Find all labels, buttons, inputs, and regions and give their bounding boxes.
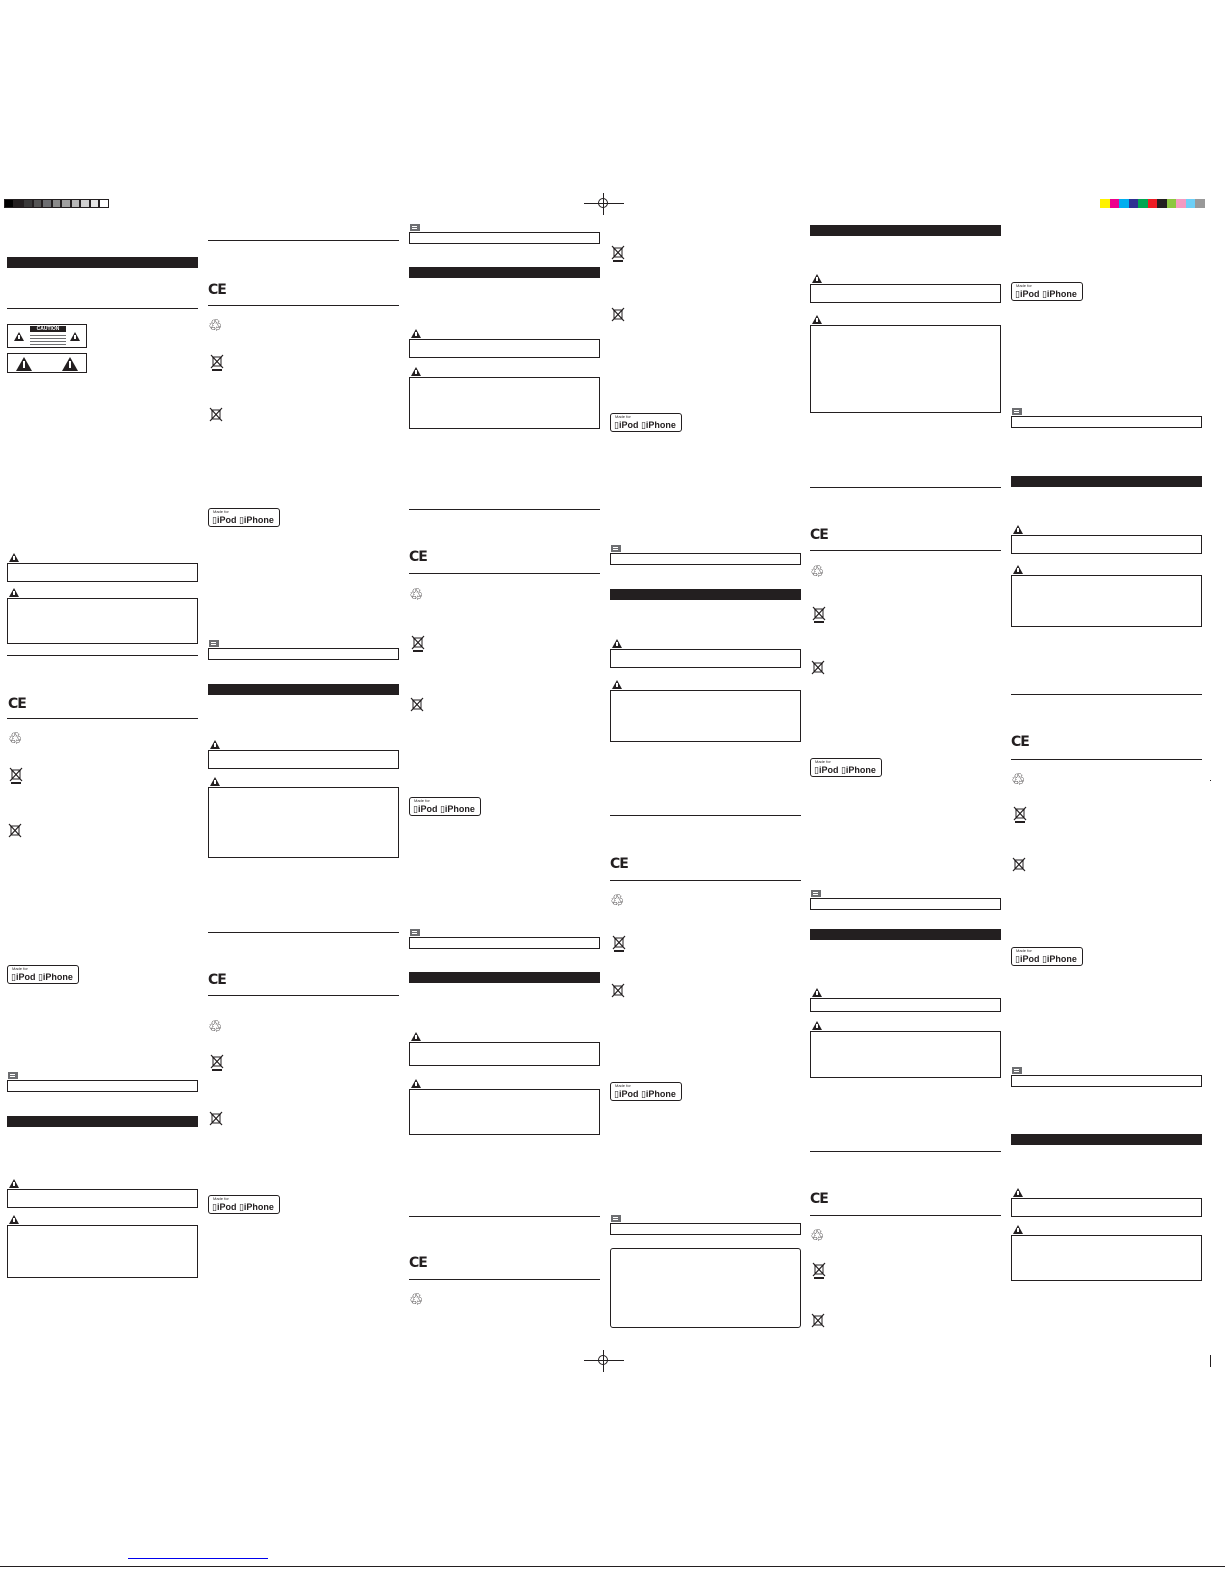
section-rule — [409, 1279, 600, 1280]
ce-mark-icon: CE — [810, 1191, 828, 1207]
recycle-icon: ♲ — [810, 1226, 825, 1245]
warning-triangle-icon — [210, 740, 220, 749]
mfi-made-for-label: Made for — [414, 798, 430, 803]
section-heading-bar — [610, 589, 801, 600]
crossed-bin-icon — [812, 606, 826, 624]
note-box — [208, 648, 399, 660]
warning-box — [409, 339, 600, 358]
ce-mark-icon: CE — [1011, 734, 1029, 750]
ce-mark-icon: CE — [610, 856, 628, 872]
page-bottom-rule — [0, 1566, 1225, 1567]
warning-triangle-icon — [210, 777, 220, 786]
crossed-bin-icon — [811, 660, 825, 678]
warning-triangle-icon — [1013, 1188, 1023, 1197]
note-box — [1011, 416, 1202, 428]
section-rule — [610, 815, 801, 816]
warning-box — [7, 1189, 198, 1208]
section-rule — [409, 1216, 600, 1217]
mfi-made-for-label: Made for — [213, 509, 229, 514]
edge-tick — [1210, 780, 1211, 781]
mfi-devices-label: ▯iPod ▯iPhone — [413, 804, 475, 814]
section-heading-bar — [1011, 476, 1202, 487]
section-rule — [810, 487, 1001, 488]
recycle-icon: ♲ — [8, 729, 23, 748]
mfi-devices-label: ▯iPod ▯iPhone — [11, 972, 73, 982]
section-heading-bar — [409, 972, 600, 983]
section-rule — [409, 509, 600, 510]
recycle-icon: ♲ — [208, 1017, 223, 1036]
warning-triangle-icon — [612, 680, 622, 689]
warning-box — [810, 284, 1001, 303]
note-icon — [1012, 1067, 1022, 1074]
warning-triangle-icon — [411, 1079, 421, 1088]
ce-mark-icon: CE — [208, 972, 226, 988]
color-swatch — [1129, 199, 1139, 208]
recycle-icon: ♲ — [810, 562, 825, 581]
note-icon — [1012, 408, 1022, 415]
section-rule — [810, 1215, 1001, 1216]
warning-triangle-icon — [812, 315, 822, 324]
made-for-ipod-iphone-badge — [208, 1195, 280, 1214]
color-swatch — [1100, 199, 1110, 208]
warning-box — [1011, 535, 1202, 554]
note-icon — [8, 1072, 18, 1079]
warning-box — [7, 598, 198, 644]
made-for-ipod-iphone-badge — [810, 758, 882, 777]
warning-triangle-icon — [1013, 525, 1023, 534]
mfi-made-for-label: Made for — [615, 1083, 631, 1088]
warning-box — [810, 998, 1001, 1012]
warning-box — [1011, 1235, 1202, 1281]
warning-triangle-icon — [9, 1215, 19, 1224]
section-rule — [810, 1151, 1001, 1152]
mfi-made-for-label: Made for — [1016, 283, 1032, 288]
color-swatch — [1119, 199, 1129, 208]
section-rule — [409, 573, 600, 574]
recycle-icon: ♲ — [1011, 770, 1026, 789]
section-heading-bar — [7, 257, 198, 268]
crossed-bin-icon — [1012, 857, 1026, 875]
color-swatch — [1195, 199, 1205, 208]
warning-box — [610, 649, 801, 668]
caution-label-title: CAUTION — [30, 326, 66, 332]
mfi-devices-label: ▯iPod ▯iPhone — [1015, 289, 1077, 299]
note-icon — [811, 890, 821, 897]
section-rule — [1011, 694, 1202, 695]
recycle-icon: ♲ — [208, 316, 223, 335]
grayscale-swatch — [52, 199, 62, 208]
mfi-devices-label: ▯iPod ▯iPhone — [1015, 954, 1077, 964]
mfi-made-for-label: Made for — [213, 1196, 229, 1201]
color-swatch — [1186, 199, 1196, 208]
section-rule — [208, 305, 399, 306]
mfi-devices-label: ▯iPod ▯iPhone — [212, 1202, 274, 1212]
warning-triangle-icon — [812, 274, 822, 283]
recycle-icon: ♲ — [409, 585, 424, 604]
warning-box — [409, 1089, 600, 1135]
section-rule — [7, 718, 198, 719]
color-swatch — [1148, 199, 1158, 208]
edge-tick — [1210, 1355, 1211, 1367]
color-swatch — [1138, 199, 1148, 208]
note-box — [409, 937, 600, 949]
warning-box — [409, 1042, 600, 1066]
color-swatch — [1157, 199, 1167, 208]
section-rule — [610, 880, 801, 881]
crossed-bin-icon — [8, 823, 22, 841]
warning-triangle-icon — [411, 367, 421, 376]
crossed-bin-icon — [811, 1313, 825, 1331]
caution-label — [7, 324, 87, 348]
grayscale-swatch — [42, 199, 52, 208]
grayscale-swatch — [99, 199, 109, 208]
hyperlink-underline[interactable] — [128, 1558, 268, 1559]
warning-triangle-icon — [612, 639, 622, 648]
warning-box — [409, 377, 600, 429]
note-box — [810, 898, 1001, 910]
warning-triangle-icon — [812, 988, 822, 997]
grayscale-swatch — [61, 199, 71, 208]
crossed-bin-icon — [611, 983, 625, 1001]
exclamation-triangle-icon — [16, 357, 32, 371]
crossed-bin-icon — [410, 697, 424, 715]
mfi-devices-label: ▯iPod ▯iPhone — [212, 515, 274, 525]
crossed-bin-icon — [210, 354, 224, 372]
note-icon — [410, 929, 420, 936]
ce-mark-icon: CE — [409, 549, 427, 565]
made-for-ipod-iphone-badge — [208, 508, 280, 527]
section-heading-bar — [409, 267, 600, 278]
made-for-ipod-iphone-badge — [610, 413, 682, 432]
note-box — [610, 1223, 801, 1235]
warning-box — [7, 1225, 198, 1278]
grayscale-swatch — [14, 199, 24, 208]
mfi-made-for-label: Made for — [815, 759, 831, 764]
section-heading-bar — [810, 929, 1001, 940]
mfi-devices-label: ▯iPod ▯iPhone — [614, 420, 676, 430]
warning-box — [810, 325, 1001, 413]
note-icon — [611, 545, 621, 552]
warning-triangle-icon — [411, 1032, 421, 1041]
warning-triangle-icon — [14, 332, 24, 341]
ce-mark-icon: CE — [810, 527, 828, 543]
mfi-made-for-label: Made for — [615, 414, 631, 419]
warning-triangle-icon — [9, 553, 19, 562]
made-for-ipod-iphone-badge — [1011, 282, 1083, 301]
warning-triangle-icon — [1013, 1225, 1023, 1234]
color-swatch — [1167, 199, 1177, 208]
made-for-ipod-iphone-badge — [610, 1082, 682, 1101]
crossed-bin-icon — [210, 1054, 224, 1072]
note-icon — [209, 640, 219, 647]
warning-box — [208, 787, 399, 858]
crossed-bin-icon — [812, 1262, 826, 1280]
ce-mark-icon: CE — [8, 696, 26, 712]
crossed-bin-icon — [1013, 806, 1027, 824]
made-for-ipod-iphone-badge — [1011, 947, 1083, 966]
ce-mark-icon: CE — [409, 1255, 427, 1271]
lightning-triangle-icon — [62, 357, 78, 371]
ce-mark-icon: CE — [208, 282, 226, 298]
warning-triangle-icon — [70, 332, 80, 341]
grayscale-swatch — [80, 199, 90, 208]
section-heading-bar — [1011, 1134, 1202, 1145]
section-rule — [7, 655, 198, 656]
crossed-bin-icon — [209, 407, 223, 425]
warning-box — [1011, 575, 1202, 627]
crossed-bin-icon — [611, 245, 625, 263]
crossed-bin-icon — [209, 1111, 223, 1129]
mfi-devices-label: ▯iPod ▯iPhone — [614, 1089, 676, 1099]
grayscale-swatch — [33, 199, 43, 208]
color-swatch — [1110, 199, 1120, 208]
grayscale-swatch — [23, 199, 33, 208]
warning-triangle-icon — [812, 1021, 822, 1030]
shock-hazard-symbols — [7, 353, 87, 373]
section-heading-bar — [208, 684, 399, 695]
mfi-made-for-label: Made for — [1016, 948, 1032, 953]
recycle-icon: ♲ — [409, 1290, 424, 1309]
warning-box — [810, 1031, 1001, 1078]
mfi-made-for-label: Made for — [12, 966, 28, 971]
section-rule — [810, 550, 1001, 551]
made-for-ipod-iphone-badge — [7, 965, 79, 984]
warning-triangle-icon — [411, 329, 421, 338]
section-rule — [208, 240, 399, 241]
warning-triangle-icon — [1013, 565, 1023, 574]
note-box — [7, 1080, 198, 1092]
crossed-bin-icon — [611, 307, 625, 325]
grayscale-swatch — [71, 199, 81, 208]
note-box — [1011, 1075, 1202, 1087]
crossed-bin-icon — [612, 935, 626, 953]
crossed-bin-icon — [411, 635, 425, 653]
note-icon — [611, 1215, 621, 1222]
section-heading-bar — [7, 1116, 198, 1127]
made-for-ipod-iphone-badge — [409, 797, 481, 816]
registration-mark-bottom — [584, 1350, 624, 1372]
crossed-bin-icon — [9, 767, 23, 785]
note-icon — [410, 224, 420, 231]
packaging-box — [610, 1248, 801, 1328]
warning-box — [208, 750, 399, 769]
mfi-devices-label: ▯iPod ▯iPhone — [814, 765, 876, 775]
section-rule — [7, 308, 198, 309]
warning-box — [1011, 1198, 1202, 1217]
section-heading-bar — [810, 225, 1001, 236]
grayscale-swatch — [4, 199, 14, 208]
note-box — [610, 553, 801, 565]
section-rule — [208, 932, 399, 933]
grayscale-swatch — [90, 199, 100, 208]
section-rule — [208, 995, 399, 996]
recycle-icon: ♲ — [610, 891, 625, 910]
section-rule — [1011, 759, 1202, 760]
color-swatch — [1176, 199, 1186, 208]
note-box — [409, 232, 600, 244]
registration-mark-top — [584, 193, 624, 215]
warning-box — [610, 690, 801, 742]
warning-triangle-icon — [9, 1179, 19, 1188]
warning-box — [7, 563, 198, 582]
warning-triangle-icon — [9, 588, 19, 597]
